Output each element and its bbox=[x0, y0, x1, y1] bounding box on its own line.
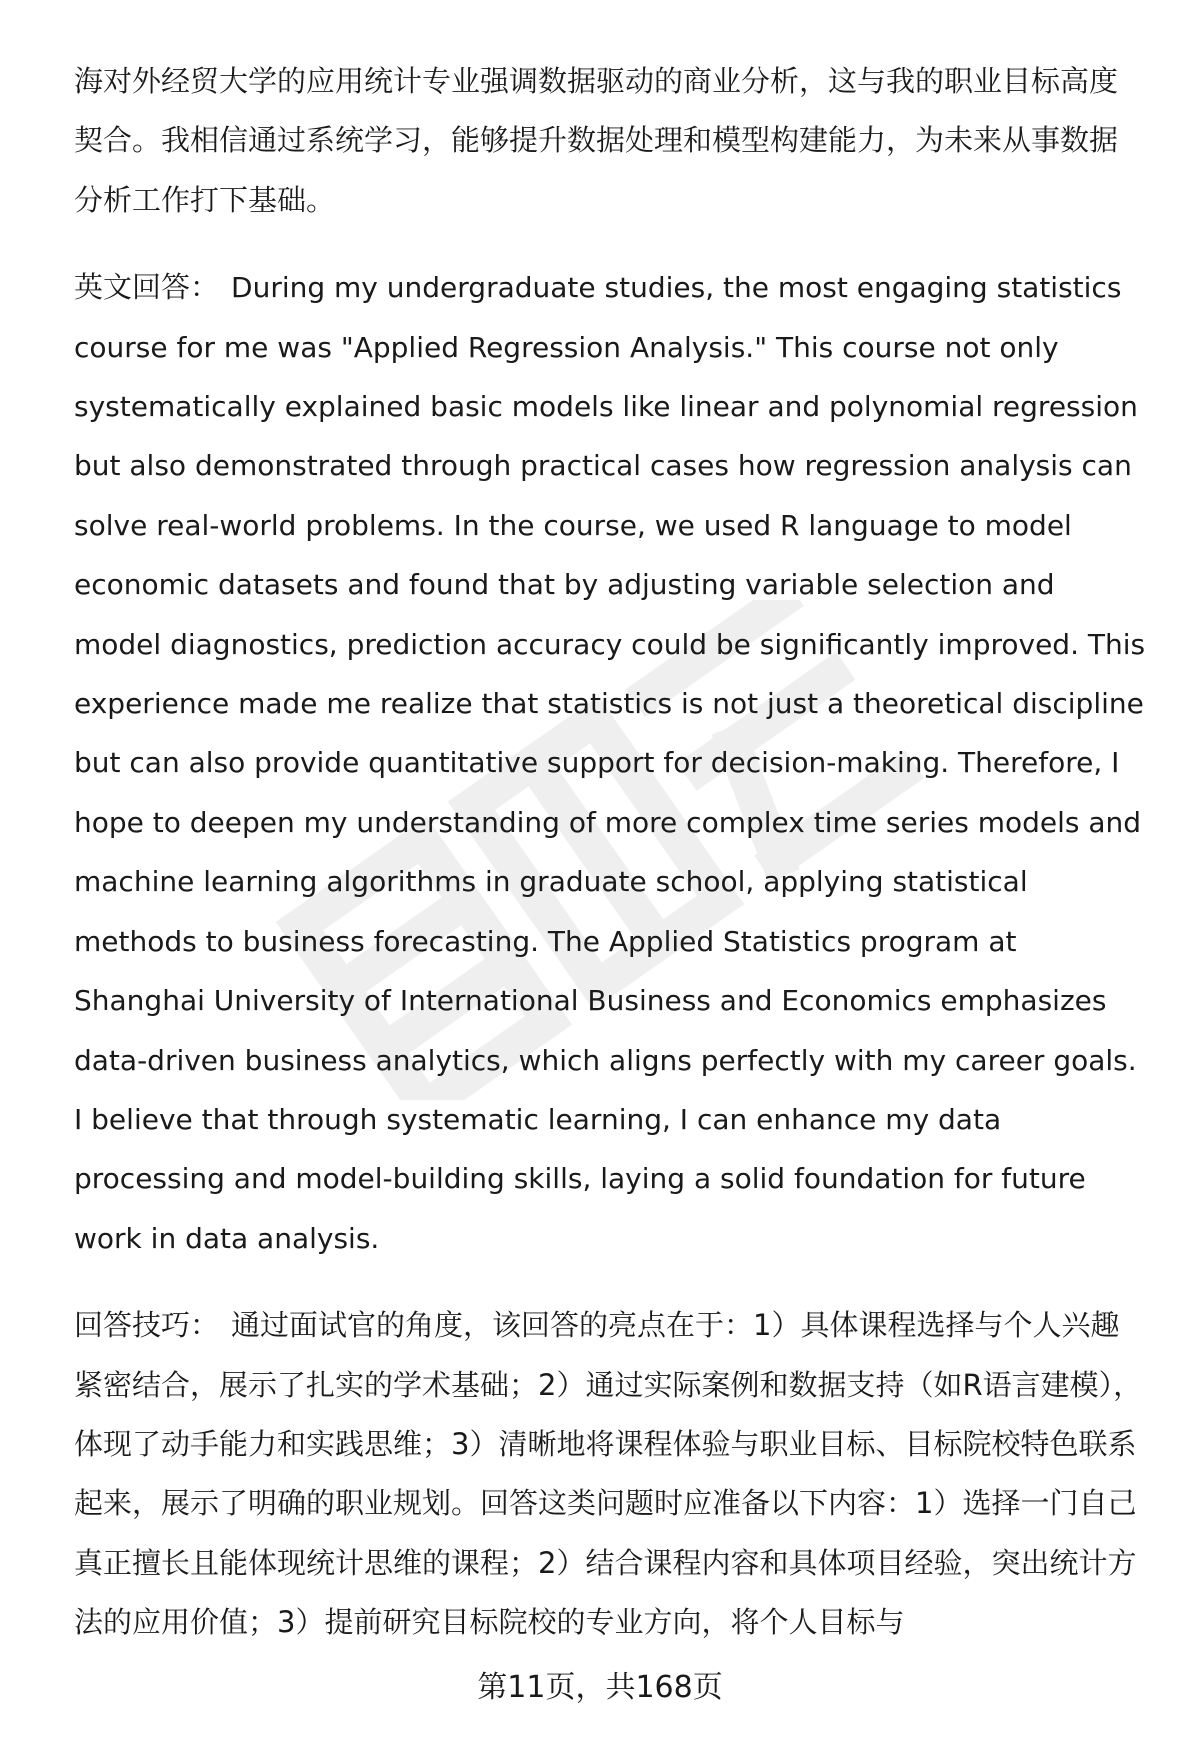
document-body bbox=[74, 52, 1146, 1681]
answer-tips-text: 通过面试官的角度，该回答的亮点在于：1）具体课程选择与个人兴趣紧密结合，展示了扎实的学术基础；2）通过实际案例和数据支持（如R语言建模），体现了动手能力和实践思维；3）清晰地将课程体验与职业目标、目标院校特色联系起来，展示了明确的职业规划。回答这类问题时应准备以下内容：1）选择一门自己真正擅长且能体现统计思维的课程；2）结合课程内容和具体项目经验，突出统计方法的应用价值；3）提前研究目标院校的专业方向，将个人目标与 bbox=[74, 1308, 1143, 1640]
answer-tips-label: 回答技巧： bbox=[74, 1308, 220, 1343]
paragraph-english-answer bbox=[74, 258, 1146, 1268]
paragraph-answer-tips bbox=[74, 1296, 1146, 1652]
english-answer-label: 英文回答： bbox=[74, 270, 220, 305]
paragraph-chinese-intro bbox=[74, 52, 1146, 230]
english-answer-text: During my undergraduate studies, the most engaging statistics course for me was "Applied Regression Analysis." This course not only systematically explained basic models like linear and polynomial regression but also demonstrated through practical cases how regression analysis can solve real-world problems. In the course, we used R language to model economic datasets and found that by adjusting variable selection and model diagnostics, prediction accuracy could be significantly improved. This experience made me realize that statistics is not just a theoretical discipline but can also provide quantitative support for decision-making. Therefore, I hope to deepen my understanding of more complex time series models and machine learning algorithms in graduate school, applying statistical methods to business forecasting. The Applied Statistics program at Shanghai University of International Business and Economics emphasizes data-driven business analytics, which aligns perfectly with my career goals. I believe that through systematic learning, I can enhance my data processing and model-building skills, laying a solid foundation for future work in data analysis. bbox=[74, 271, 1146, 1255]
page-footer bbox=[0, 1668, 1200, 1708]
paragraph-chinese-intro-text: 海对外经贸大学的应用统计专业强调数据驱动的商业分析，这与我的职业目标高度契合。我相信通过系统学习，能够提升数据处理和模型构建能力，为未来从事数据分析工作打下基础。 bbox=[74, 64, 1119, 217]
page-number-label: 第11页，共168页 bbox=[477, 1670, 723, 1705]
